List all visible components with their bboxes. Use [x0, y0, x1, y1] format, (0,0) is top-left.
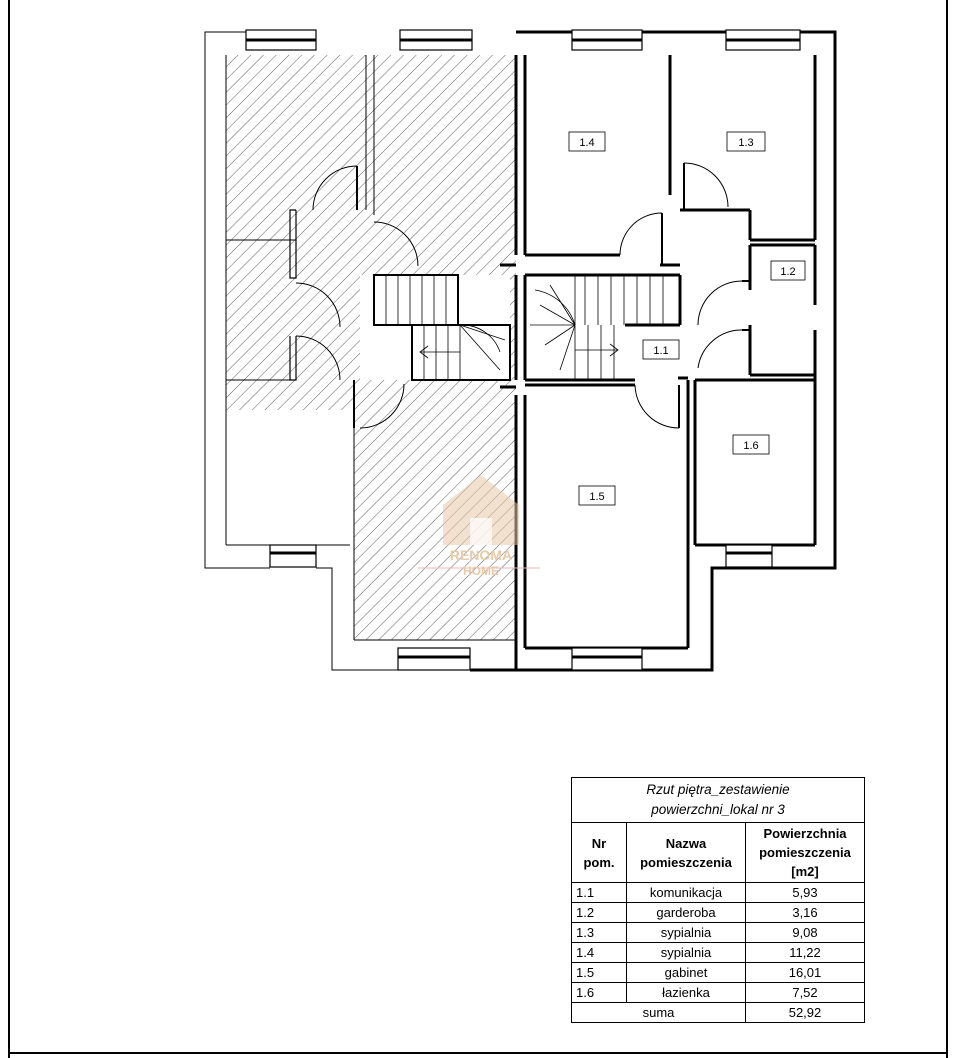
table-title-line-1: Rzut piętra_zestawienie	[646, 782, 790, 797]
cell-nr: 1.4	[572, 943, 627, 963]
header-nr: Nr pom.	[572, 823, 627, 883]
stairs	[530, 275, 663, 380]
cell-area: 9,08	[746, 923, 865, 943]
table-title-row	[572, 778, 865, 823]
table-row	[572, 883, 865, 903]
cell-name: gabinet	[627, 963, 746, 983]
table-row	[572, 943, 865, 963]
cell-area: 7,52	[746, 983, 865, 1003]
cell-name: sypialnia	[627, 923, 746, 943]
cell-nr: 1.5	[572, 963, 627, 983]
sheet-border-bottom	[8, 1052, 948, 1054]
cell-name: komunikacja	[627, 883, 746, 903]
table-sum-row	[572, 1003, 865, 1023]
watermark-text-home: HOME	[463, 564, 499, 578]
cell-area: 11,22	[746, 943, 865, 963]
table-title-line-2: powierzchni_lokal nr 3	[651, 802, 785, 817]
cell-nr: 1.2	[572, 903, 627, 923]
room-label-1-3: 1.3	[738, 137, 754, 149]
cell-name: łazienka	[627, 983, 746, 1003]
header-name: Nazwa pomieszczenia	[627, 823, 746, 883]
cell-area: 5,93	[746, 883, 865, 903]
cell-nr: 1.6	[572, 983, 627, 1003]
table-row	[572, 963, 865, 983]
table-row	[572, 923, 865, 943]
table-row	[572, 983, 865, 1003]
cell-area: 3,16	[746, 903, 865, 923]
cell-nr: 1.3	[572, 923, 627, 943]
room-label-1-1: 1.1	[653, 345, 669, 357]
sum-label: suma	[572, 1003, 746, 1023]
table-row	[572, 903, 865, 923]
table-title	[572, 778, 865, 823]
room-area-table	[571, 777, 865, 1023]
room-label-1-4: 1.4	[579, 137, 595, 149]
room-label-1-6: 1.6	[743, 440, 759, 452]
cell-area: 16,01	[746, 963, 865, 983]
cell-name: sypialnia	[627, 943, 746, 963]
room-label-1-5: 1.5	[589, 491, 605, 503]
watermark-text-renoma: RENOMA	[449, 547, 513, 563]
room-label-1-2: 1.2	[780, 266, 796, 278]
table-header-row	[572, 823, 865, 883]
header-area: Powierzchnia pomieszczenia [m2]	[746, 823, 865, 883]
cell-nr: 1.1	[572, 883, 627, 903]
sum-value: 52,92	[746, 1003, 865, 1023]
cell-name: garderoba	[627, 903, 746, 923]
